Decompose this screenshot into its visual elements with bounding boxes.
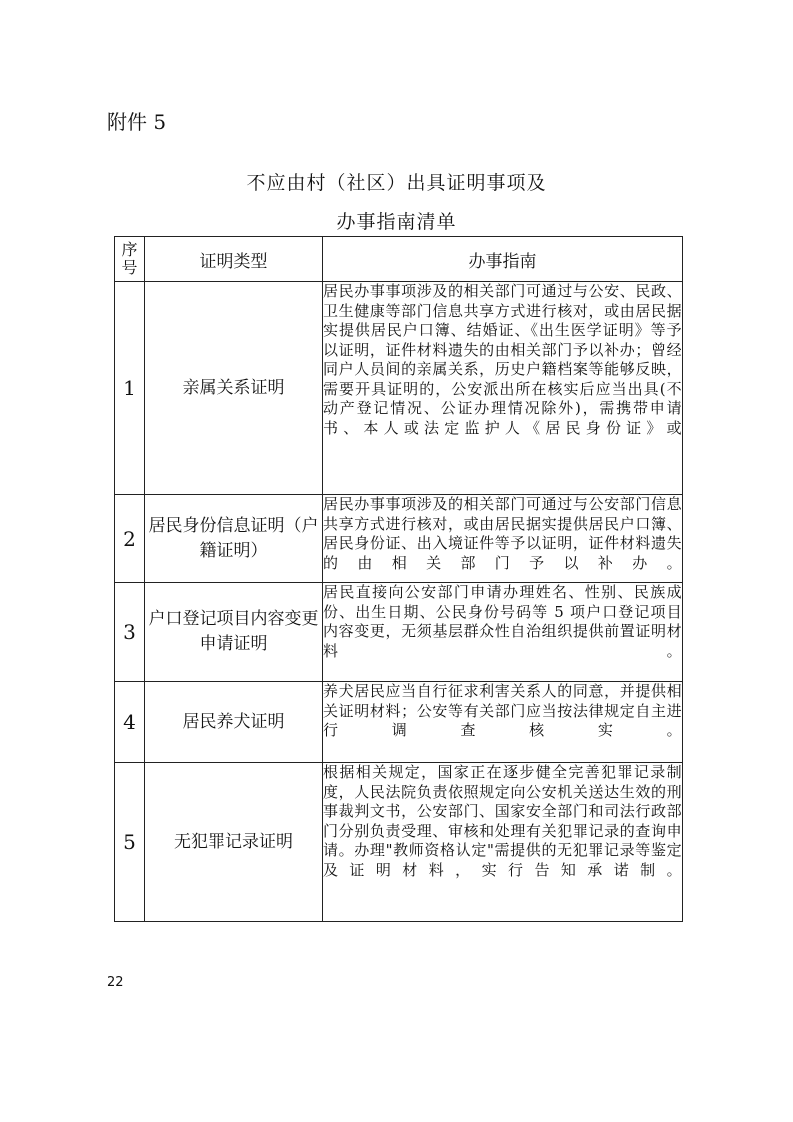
annex-label: 附件 5 bbox=[107, 110, 167, 134]
page-number: 22 bbox=[107, 975, 124, 990]
row-number: 1 bbox=[115, 282, 145, 495]
table-header-row bbox=[115, 237, 683, 282]
row-certificate-type: 居民身份信息证明（户籍证明） bbox=[145, 495, 323, 583]
row-guidance-cell bbox=[323, 583, 683, 682]
row-guidance-cell bbox=[323, 495, 683, 583]
table-row bbox=[115, 583, 683, 682]
row-guidance-cell bbox=[323, 282, 683, 495]
header-serial-number: 序号 bbox=[115, 237, 145, 282]
row-guidance-cell bbox=[323, 682, 683, 763]
header-guidance: 办事指南 bbox=[323, 237, 683, 282]
row-certificate-type: 居民养犬证明 bbox=[145, 682, 323, 763]
row-guidance-text: 根据相关规定，国家正在逐步健全完善犯罪记录制度，人民法院负责依照规定向公安机关送达生效的刑事裁判文书，公安部门、国家安全部门和司法行政部门分别负责受理、审核和处理有关犯罪记录的查询申请。办理"教师资格认定"需提供的无犯罪记录等鉴定及证明材料，实行告知承诺制。 bbox=[323, 763, 682, 879]
row-guidance-text: 居民直接向公安部门申请办理姓名、性别、民族成份、出生日期、公民身份号码等 5 项户口登记项目内容变更，无须基层群众性自治组织提供前置证明材料。 bbox=[323, 583, 682, 660]
document-title-line-2: 办事指南清单 bbox=[336, 211, 457, 233]
guide-table bbox=[114, 236, 683, 922]
document-title-line-1: 不应由村（社区）出具证明事项及 bbox=[246, 172, 547, 194]
row-certificate-type: 无犯罪记录证明 bbox=[145, 763, 323, 922]
row-guidance-text: 养犬居民应当自行征求利害关系人的同意，并提供相关证明材料；公安等有关部门应当按法律规定自主进行调查核实。 bbox=[323, 682, 682, 739]
row-number: 5 bbox=[115, 763, 145, 922]
row-guidance-text: 居民办事事项涉及的相关部门可通过与公安、民政、卫生健康等部门信息共享方式进行核对，或由居民据实提供居民户口簿、结婚证、《出生医学证明》等予以证明，证件材料遗失的由相关部门予以补办；曾经同户人员间的亲属关系，历史户籍档案等能够反映，需要开具证明的，公安派出所在核实后应当出具(不动产登记情况、公证办理情况除外)，需携带申请书、本人或法定监护人《居民身份证》或 bbox=[323, 282, 682, 437]
table-row bbox=[115, 763, 683, 922]
row-guidance-text: 居民办事事项涉及的相关部门可通过与公安部门信息共享方式进行核对，或由居民据实提供居民户口簿、居民身份证、出入境证件等予以证明，证件材料遗失的由相关部门予以补办。 bbox=[323, 495, 682, 572]
table-row bbox=[115, 495, 683, 583]
table-row bbox=[115, 682, 683, 763]
row-certificate-type: 亲属关系证明 bbox=[145, 282, 323, 495]
table-row bbox=[115, 282, 683, 495]
row-number: 4 bbox=[115, 682, 145, 763]
header-certificate-type: 证明类型 bbox=[145, 237, 323, 282]
row-number: 3 bbox=[115, 583, 145, 682]
row-number: 2 bbox=[115, 495, 145, 583]
row-certificate-type: 户口登记项目内容变更申请证明 bbox=[145, 583, 323, 682]
row-guidance-cell bbox=[323, 763, 683, 922]
